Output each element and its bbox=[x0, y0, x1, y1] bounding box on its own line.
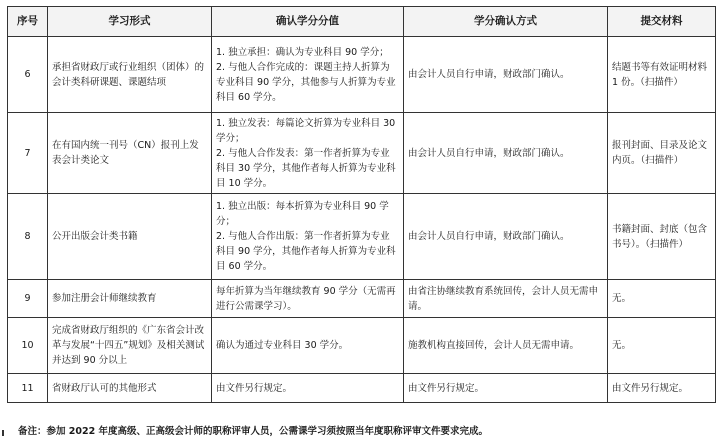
row-material: 无。 bbox=[608, 280, 716, 318]
row-form: 承担省财政厅或行业组织（团体）的会计类科研课题、课题结项 bbox=[48, 37, 212, 113]
row-material: 结题书等有效证明材料 1 份。（扫描件） bbox=[608, 37, 716, 113]
row-material: 无。 bbox=[608, 318, 716, 374]
row-confirm: 由会计人员自行申请，财政部门确认。 bbox=[404, 113, 608, 194]
table-row bbox=[8, 318, 716, 374]
row-material: 由文件另行规定。 bbox=[608, 374, 716, 403]
row-confirm: 施教机构直接回传，会计人员无需申请。 bbox=[404, 318, 608, 374]
row-score: 确认为通过专业科目 30 学分。 bbox=[212, 318, 404, 374]
row-no: 6 bbox=[8, 37, 48, 113]
row-confirm: 由会计人员自行申请，财政部门确认。 bbox=[404, 194, 608, 280]
table-row bbox=[8, 374, 716, 403]
row-form: 公开出版会计类书籍 bbox=[48, 194, 212, 280]
header-material: 提交材料 bbox=[608, 7, 716, 37]
row-no: 11 bbox=[8, 374, 48, 403]
row-no: 10 bbox=[8, 318, 48, 374]
table-row bbox=[8, 113, 716, 194]
row-confirm: 由省注协继续教育系统回传，会计人员无需申请。 bbox=[404, 280, 608, 318]
header-no: 序号 bbox=[8, 7, 48, 37]
row-no: 9 bbox=[8, 280, 48, 318]
table-row bbox=[8, 280, 716, 318]
row-score: 1. 独立发表：每篇论文折算为专业科目 30 学分； 2. 与他人合作发表：第一作者折算为专业科目 30 学分，其他作者每人折算为专业科目 10 学分。 bbox=[212, 113, 404, 194]
row-confirm: 由文件另行规定。 bbox=[404, 374, 608, 403]
table-header-row bbox=[8, 7, 716, 37]
footnote: 备注：参加 2022 年度高级、正高级会计师的职称评审人员，公需课学习须按照当年度职称评审文件要求完成。 bbox=[18, 426, 489, 437]
header-form: 学习形式 bbox=[48, 7, 212, 37]
row-form: 省财政厅认可的其他形式 bbox=[48, 374, 212, 403]
table-row bbox=[8, 37, 716, 113]
row-score: 1. 独立出版：每本折算为专业科目 90 学分； 2. 与他人合作出版：第一作者折算为专业科目 90 学分，其他作者每人折算为专业科目 60 学分。 bbox=[212, 194, 404, 280]
row-material: 书籍封面、封底（包含书号）。（扫描件） bbox=[608, 194, 716, 280]
table-row bbox=[8, 194, 716, 280]
row-material: 报刊封面、目录及论文内页。（扫描件） bbox=[608, 113, 716, 194]
credit-table bbox=[7, 6, 716, 403]
row-confirm: 由会计人员自行申请，财政部门确认。 bbox=[404, 37, 608, 113]
row-score: 由文件另行规定。 bbox=[212, 374, 404, 403]
row-form: 在有国内统一刊号（CN）报刊上发表会计类论文 bbox=[48, 113, 212, 194]
row-no: 7 bbox=[8, 113, 48, 194]
page-edge-mark bbox=[2, 430, 4, 436]
row-score: 每年折算为当年继续教育 90 学分（无需再进行公需课学习）。 bbox=[212, 280, 404, 318]
header-score: 确认学分分值 bbox=[212, 7, 404, 37]
row-form: 参加注册会计师继续教育 bbox=[48, 280, 212, 318]
row-score: 1. 独立承担：确认为专业科目 90 学分； 2. 与他人合作完成的：课题主持人折算为专业科目 90 学分，其他参与人折算为专业科目 60 学分。 bbox=[212, 37, 404, 113]
row-no: 8 bbox=[8, 194, 48, 280]
header-confirm: 学分确认方式 bbox=[404, 7, 608, 37]
row-form: 完成省财政厅组织的《广东省会计改革与发展“十四五”规划》及相关测试并达到 90 分以上 bbox=[48, 318, 212, 374]
